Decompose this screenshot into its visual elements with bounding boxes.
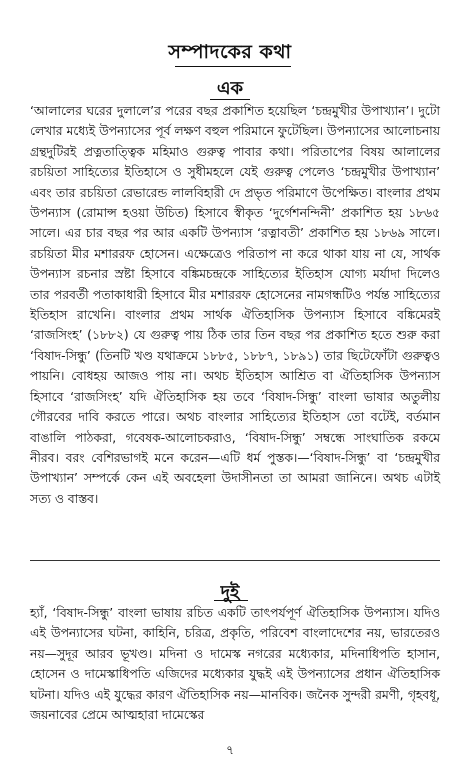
section-one-underline	[210, 99, 250, 100]
section-heading-two: দুই	[220, 582, 240, 603]
section-two-paragraph: হ্যাঁ, ‘বিষাদ-সিন্ধু’ বাংলা ভাষায় রচিত একটি তাৎপর্যপূর্ণ ঐতিহাসিক উপন্যাস। যদিও এই উপন্যাসের ঘটনা, কাহিনি, চরিত্র, প্রকৃতি, পরিবেশ বাংলাদেশের নয়, ভারতেরও নয়—সুদূর আরব ভূখণ্ড। মদিনা ও দামেস্ক নগরের মধ্যেকার, মদিনাধিপতি হাসান, হোসেন ও দামেস্কাধিপতি এজিদের মধ্যেকার যুদ্ধই এই উপন্যাসের প্রধান ঐতিহাসিক ঘটনা। যদিও এই যুদ্ধের কারণ ঐতিহাসিক নয়—মানবিক। জনৈক সুন্দরী রমণী, গৃহবধূ, জয়নাবের প্রেমে আত্মহারা দামেস্কের	[30, 606, 440, 723]
page-number: ৭	[226, 743, 234, 757]
page-title: সম্পাদকের কথা	[168, 41, 292, 63]
section-two-underline	[214, 600, 248, 601]
section-heading-one: এক	[216, 78, 244, 99]
title-underline	[175, 66, 291, 67]
section-divider	[30, 560, 440, 561]
section-one-paragraph: ‘আলালের ঘরের দুলালে’র পরের বছর প্রকাশিত হয়েছিল ‘চন্দ্রমুখীর উপাখ্যান’। দুটো লেখার মধ্যেই উপন্যাসের পূর্ব লক্ষণ বহুল পরিমানে ফুটেছিল। উপন্যাসের আলোচনায় গ্রন্থদুটিরই প্রত্নতাত্ত্বিক মহিমাও গুরুত্ব পাবার কথা। পরিতাপের বিষয় আলালের রচয়িতা সাহিত্যের ইতিহাসে ও সুধীমহলে যেই গুরুত্ব পেলেও ‘চন্দ্রমুখীর উপাখ্যান’ এবং তার রচয়িতা রেভারেন্ড লালবিহারী দে প্রভৃত পরিমাণে উপেক্ষিত। বাংলার প্রথম উপন্যাস (রোমান্স হওয়া উচিত) হিসাবে স্বীকৃত ‘দুর্গেশনন্দিনী’ প্রকাশিত হয় ১৮৬৫ সালে। এর চার বছর পর আর একটি উপন্যাস ‘রত্নাবতী’ প্রকাশিত হয় ১৮৬৯ সালে। রচয়িতা মীর মশাররফ হোসেন। এক্ষেত্রেও পরিতাপ না করে থাকা যায় না যে, সার্থক উপন্যাস রচনার স্রষ্টা হিসাবে বঙ্কিমচন্দ্রকে সাহিত্যের ইতিহাস যোগ্য মর্যাদা দিলেও তার পরবর্তী পতাকাধারী হিসাবে মীর মশাররফ হোসেনের নামগন্ধটিও পর্যন্ত সাহিত্যের ইতিহাস রাখেনি। বাংলার প্রথম সার্থক ঐতিহাসিক উপন্যাস হিসাবে বঙ্কিমেরই ‘রাজসিংহ’ (১৮৮২) যে গুরুত্ব পায় ঠিক তার তিন বছর পর প্রকাশিত হতে শুরু করা ‘বিষাদ-সিন্ধু’ (তিনটি খণ্ড যথাক্রমে ১৮৮৫, ১৮৮৭, ১৮৯১) তার ছিটেফোঁটা গুরুত্বও পায়নি। বোধহয় আজও পায় না। অথচ ইতিহাস আশ্রিত বা ঐতিহাসিক উপন্যাস হিসাবে ‘রাজসিংহ’ যদি ঐতিহাসিক হয় তবে ‘বিষাদ-সিন্ধু’ বাংলা ভাষার অতুলীয় গৌরবের দাবি করতে পারে। অথচ বাংলার সাহিত্যের ইতিহাস তো বটেই, বর্তমান বাঙালি পাঠকরা, গবেষক-আলোচকরাও, ‘বিষাদ-সিন্ধু’ সম্বন্ধে সাংঘাতিক রকমে নীরব। বরং বেশিরভাগই মনে করেন—এটি ধর্ম পুস্তক।—‘বিষাদ-সিন্ধু’ বা ‘চন্দ্রমুখীর উপাখ্যান’ সম্পর্কে কেন এই অবহেলা উদাসীনতা তা আমরা জানিনে। অথচ এটাই সত্য ও বাস্তব।	[30, 104, 440, 506]
